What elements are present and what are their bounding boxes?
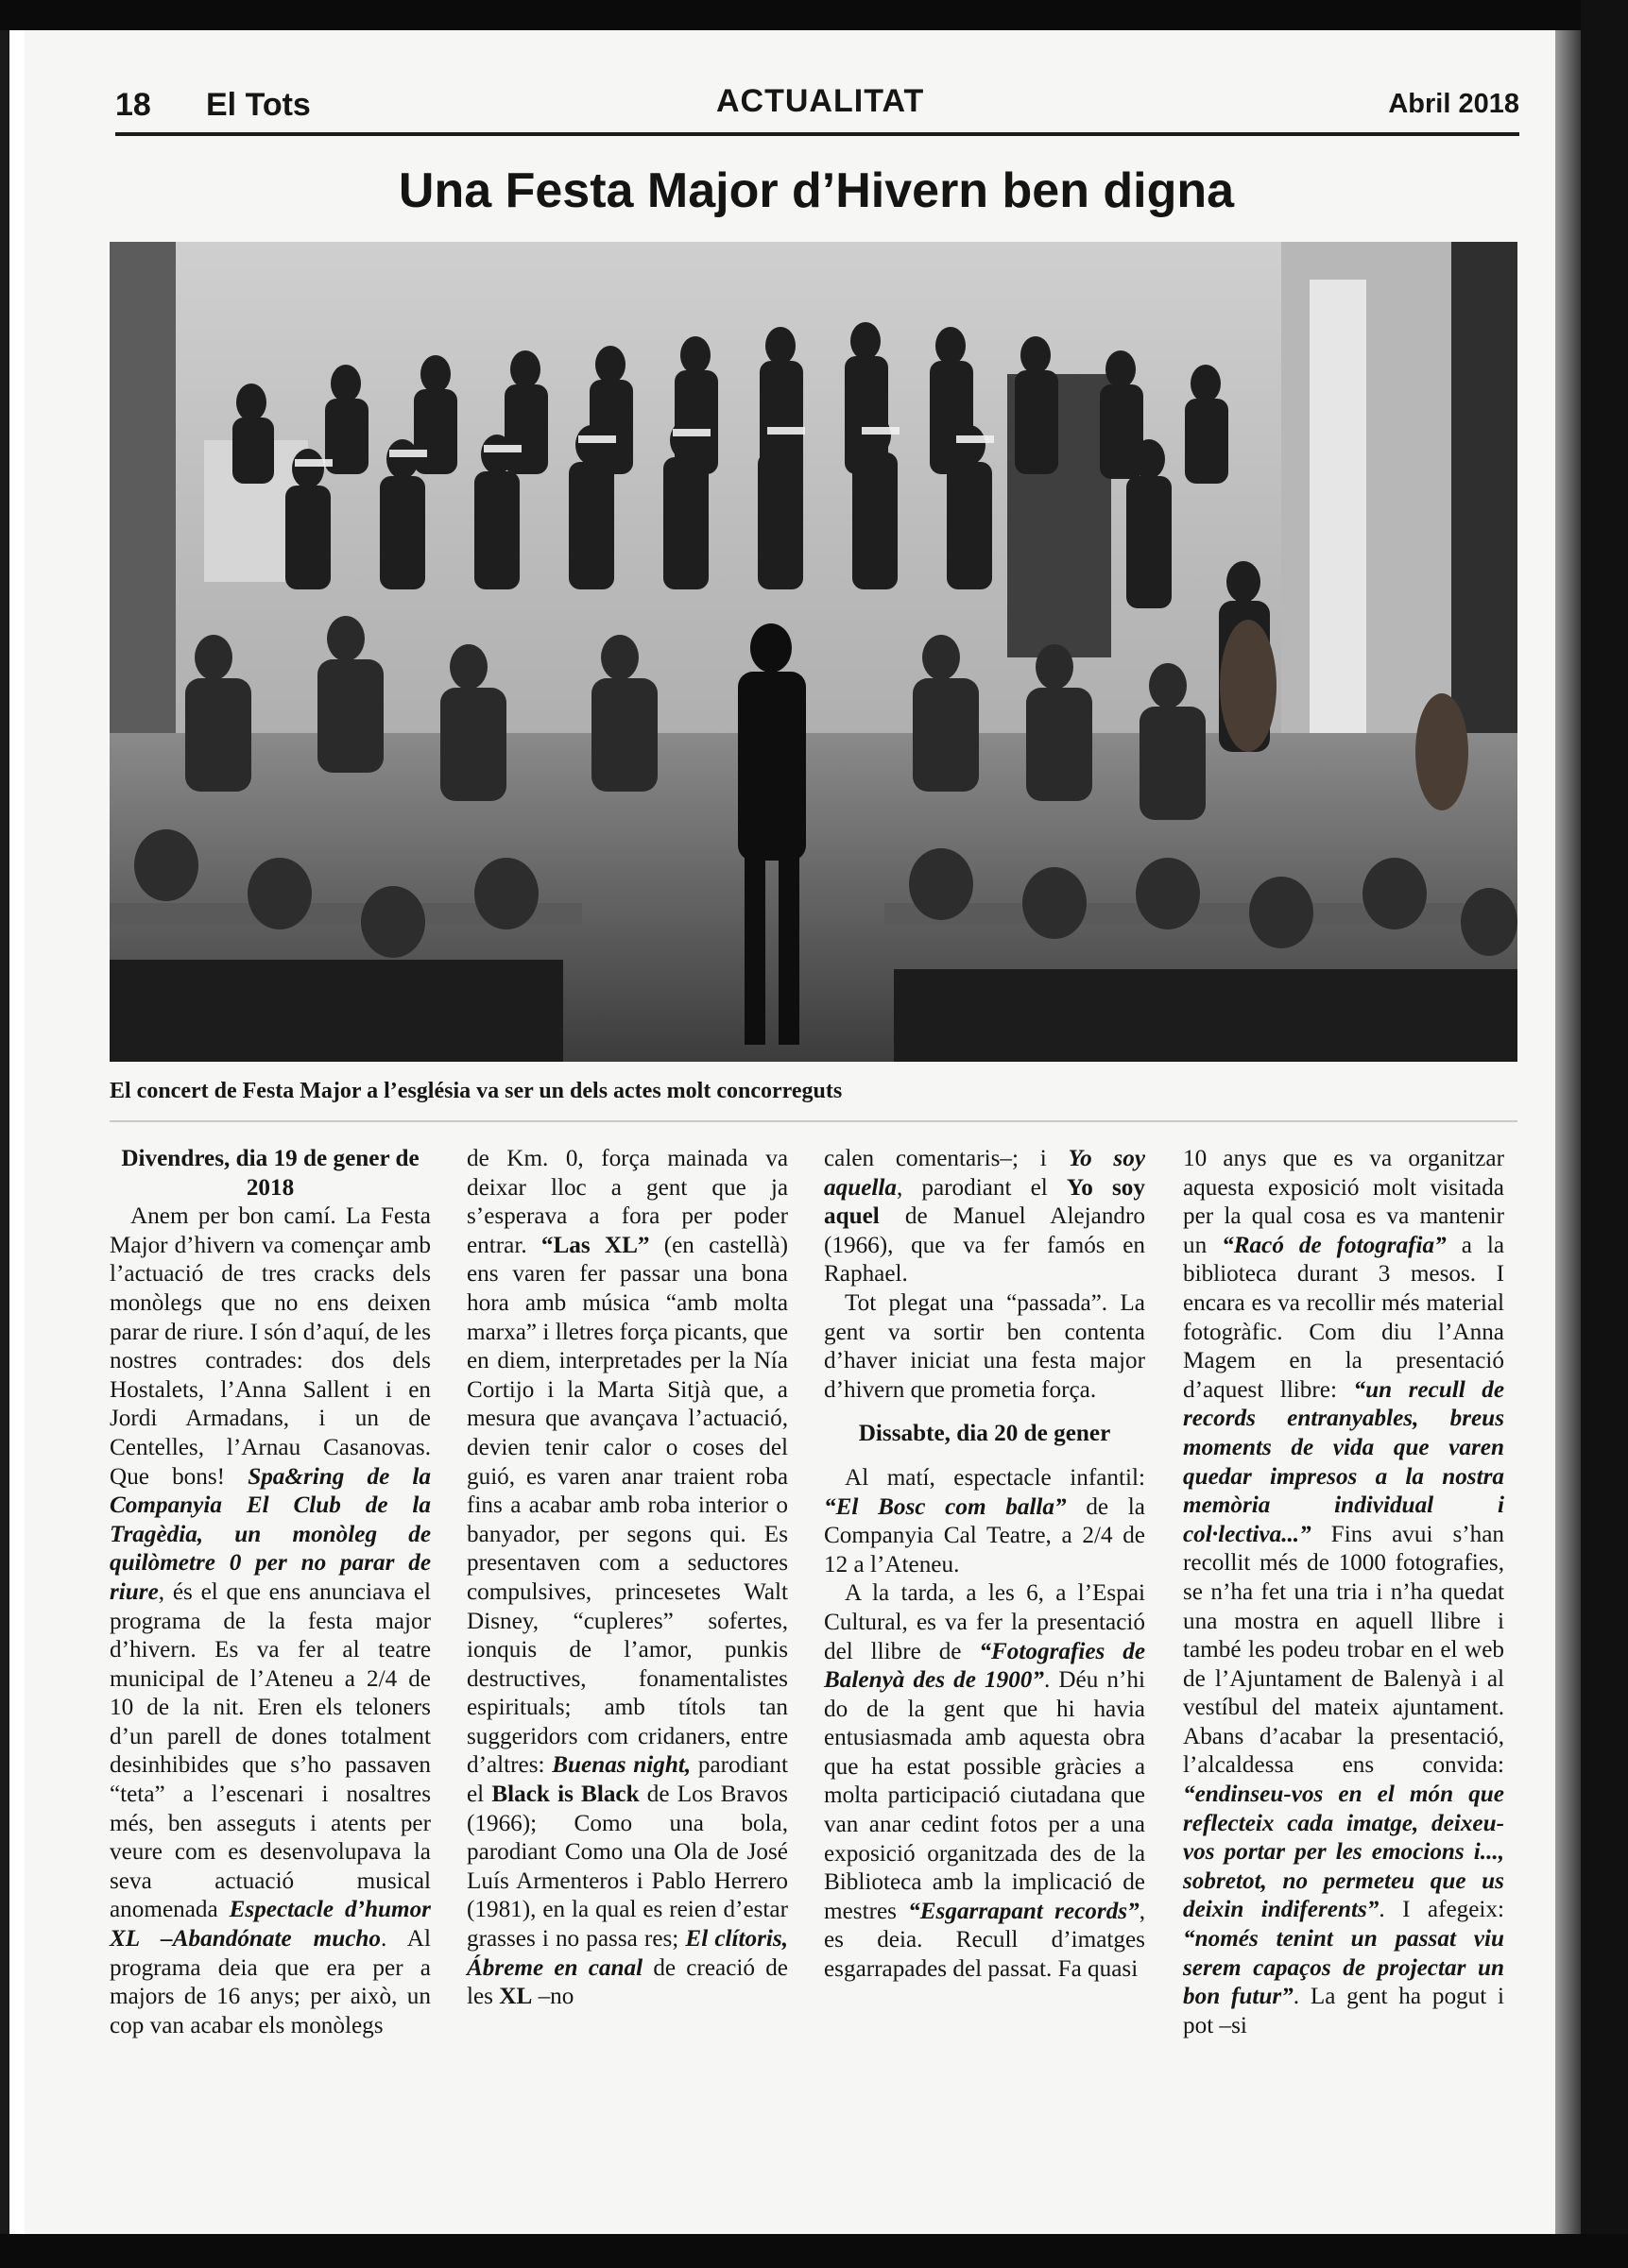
emphasis-text: “un recull de records entranyables, breus moments de vida que varen quedar impresos a la nostra memòria individual i col·lectiva...” (1183, 1376, 1504, 1547)
emphasis-text: “El Bosc com balla” (824, 1493, 1067, 1520)
paragraph (824, 1145, 1145, 1289)
publication-name: El Tots (206, 87, 311, 123)
text-run: de Manuel Alejandro (1966), que va fer famós en Raphael. (824, 1203, 1145, 1287)
text-column-3 (824, 1145, 1145, 1985)
text-run: . I afegeix: (1379, 1897, 1505, 1923)
text-run: a la biblioteca durant 3 mesos. I encara es va recollir més material fotogràfic. Com diu l’Anna Magem en la presentació d’aquest llibre: (1183, 1232, 1505, 1403)
text-run: de la Companyia Cal Teatre, a 2/4 de 12 a l’Ateneu. (824, 1493, 1145, 1577)
text-column-1 (110, 1145, 431, 2040)
text-run: . La gent ha pogut i pot –si (1183, 1984, 1504, 2038)
text-run: Al matí, espectacle infantil: (845, 1464, 1145, 1491)
section-title: ACTUALITAT (716, 83, 925, 119)
paragraph (467, 1145, 788, 2012)
emphasis-text: XL (499, 1984, 533, 2010)
issue-date: Abril 2018 (1388, 89, 1519, 119)
caption-divider (110, 1120, 1517, 1122)
text-run: 10 anys que es va organitzar aquesta exposició molt visitada per la qual cosa es va mantenir un (1183, 1146, 1504, 1258)
text-run: de creació de les (467, 1954, 788, 2010)
emphasis-text: “Fotografies de Balenyà des de 1900” (824, 1638, 1145, 1694)
subhead-friday: Divendres, dia 19 de gener de 2018 (121, 1146, 420, 1201)
text-run: parodiant el (467, 1752, 789, 1808)
text-run: Anem per bon camí. La Festa Major d’hivern va començar amb l’actuació de tres cracks dels monòlegs que no ens deixen parar de riure. I són d’aquí, de les nostres contrades: dos dels Hostalets, l’Anna Sallent i en Jordi Armadans, i un de Centelles, l’Arnau Casanovas. Que bons! (110, 1203, 431, 1490)
page-header (115, 83, 1519, 130)
page-edge-shadow (1555, 30, 1581, 2234)
paragraph (824, 1579, 1145, 1984)
photo-caption: El concert de Festa Major a l’església va ser un dels actes molt concorreguts (110, 1079, 843, 1103)
emphasis-text: Yo soy aquella (824, 1146, 1145, 1201)
emphasis-text: “Racó de fotografia” (1222, 1232, 1447, 1258)
text-run: Fins avui s’han recollit més de 1000 fotografies, se n’ha fet una tria i n’ha quedat una mostra en aquell llibre i també les podeu trobar en el web de l’Ajuntament de Balenyà i al vestíbul del mateix ajuntament. Abans d’acabar la presentació, l’alcaldessa ens convida: (1183, 1521, 1504, 1779)
scan-border-bottom (0, 2234, 1628, 2268)
emphasis-text: Espectacle d’humor XL –Abandónate mucho (110, 1897, 431, 1953)
emphasis-text: “endinseu-vos en el món que reflecteix cada imatge, deixeu-vos portar per les emocions i..., sobretot, no permeteu que us deixin indiferents” (1183, 1782, 1504, 1923)
scan-border-right (1581, 0, 1628, 2268)
text-run: . Al programa deia que era per a majors de 16 anys; per això, un cop van acabar els monòlegs (110, 1926, 431, 2038)
spacer (824, 1405, 1145, 1420)
text-run: , es deia. Recull d’imatges esgarrapades del passat. Fa quasi (824, 1898, 1145, 1983)
page-number: 18 (115, 87, 151, 123)
spacer (824, 1449, 1145, 1464)
paragraph: Tot plegat una “passada”. La gent va sortir ben contenta d’haver iniciat una festa major d’hivern que prometia força. (824, 1289, 1145, 1403)
emphasis-text: “Esgarrapant records” (908, 1898, 1140, 1924)
text-run: de Km. 0, força mainada va deixar lloc a gent que ja s’esperava a fora per poder entrar. (467, 1146, 788, 1258)
emphasis-text: Buenas night, (552, 1752, 692, 1779)
subhead-saturday: Dissabte, dia 20 de gener (858, 1421, 1111, 1447)
header-rule (115, 132, 1519, 136)
text-column-2 (467, 1145, 788, 2012)
scan-border-left (0, 0, 9, 2268)
text-run: , parodiant el (896, 1174, 1067, 1201)
text-run: –no (532, 1984, 574, 2010)
article-headline: Una Festa Major d’Hivern ben digna (398, 163, 1235, 218)
paragraph (110, 1202, 431, 2040)
paragraph (824, 1464, 1145, 1579)
emphasis-text: Spa&ring de la Companyia El Club de la Tragèdia, un monòleg de quilòmetre 0 per no parar de riure (110, 1463, 431, 1605)
text-run: (en castellà) ens varen fer passar una bona hora amb música “amb molta marxa” i lletres força picants, que en diem, interpretades per la Nía Cortijo i la Marta Sitjà que, a mesura que avançava l’actuació, devien tenir calor o coses del guió, es varen anar traient roba fins a acabar amb roba interior o banyador, per segons qui. Es presentaven com a seductores compulsives, princesetes Walt Disney, “cupleres” sofertes, ionquis de l’amor, punkis destructives, fonamentalistes espirituals; amb títols tan suggeridors com cridaners, entre d’altres: (467, 1232, 789, 1779)
text-run: . Déu n’hi do de la gent que hi havia entusiasmada amb aquesta obra que ha estat possible gràcies a molta participació ciutadana que van anar cedint fotos per a una exposició organitzada des de la Biblioteca amb la implicació de mestres (824, 1667, 1145, 1924)
emphasis-text: Yo soy aquel (824, 1174, 1145, 1230)
emphasis-text: “només tenint un passat viu serem capaços de projectar un bon futur” (1183, 1926, 1504, 2010)
paragraph (1183, 1145, 1504, 2040)
text-run: calen comentaris–; i (824, 1146, 1069, 1171)
emphasis-text: El clítoris, Ábreme en canal (467, 1926, 788, 1981)
text-run: A la tarda, a les 6, a l’Espai Cultural, es va fer la presentació del llibre de (824, 1580, 1145, 1664)
text-column-4 (1183, 1145, 1504, 2040)
text-run: , és el que ens anunciava el programa de la festa major d’hivern. Es va fer al teatre municipal de l’Ateneu a 2/4 de 10 de la nit. Eren els teloners d’un parell de dones totalment desinhibides que s’ho passaven “teta” a l’escenari i nosaltres més, ben asseguts i atents per veure com es desenvolupava la seva actuació musical anomenada (110, 1578, 431, 1923)
text-run: de Los Bravos (1966); Como una bola, parodiant Como una Ola de José Luís Armenteros i Pablo Herrero (1981), en la qual es reien d’estar grasses i no passa res; (467, 1782, 788, 1953)
emphasis-text: Black is Black (491, 1782, 640, 1808)
concert-photo (110, 242, 1517, 1062)
emphasis-text: “Las XL” (540, 1232, 650, 1258)
scan-border-top (0, 0, 1628, 30)
